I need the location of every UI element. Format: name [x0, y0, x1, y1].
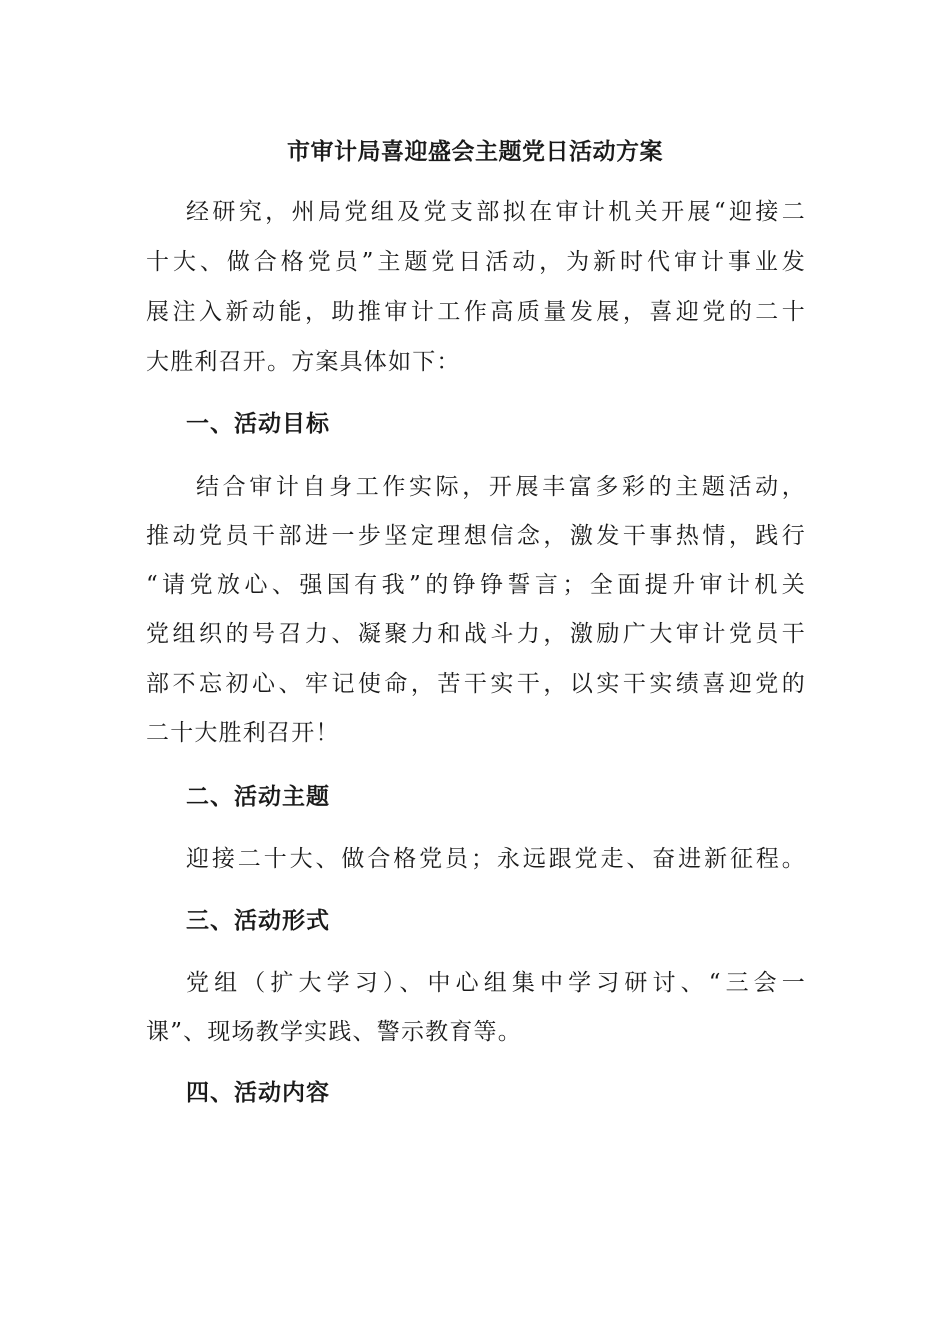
document-title: 市审计局喜迎盛会主题党日活动方案	[287, 139, 663, 165]
section-heading: 四、活动内容	[186, 1080, 330, 1106]
section-line: 党组（扩大学习）、中心组集中学习研讨、“三会一	[186, 970, 810, 996]
intro-line: 展注入新动能，助推审计工作高质量发展，喜迎党的二十	[146, 299, 809, 325]
section-heading: 一、活动目标	[186, 411, 330, 437]
section-line: 结合审计自身工作实际，开展丰富多彩的主题活动，	[196, 474, 809, 500]
section-line: 部不忘初心、牢记使命，苦干实干，以实干实绩喜迎党的	[146, 671, 809, 697]
section-heading: 二、活动主题	[186, 784, 330, 810]
intro-line: 大胜利召开。方案具体如下：	[146, 349, 461, 375]
section-line: 迎接二十大、做合格党员；永远跟党走、奋进新征程。	[186, 846, 808, 872]
intro-line: 十大、做合格党员”主题党日活动，为新时代审计事业发	[146, 249, 809, 275]
section-line: 推动党员干部进一步坚定理想信念，激发干事热情，践行	[146, 523, 809, 549]
section-heading: 三、活动形式	[186, 908, 330, 934]
section-line: “请党放心、强国有我”的铮铮誓言；全面提升审计机关	[146, 572, 810, 598]
section-line: 党组织的号召力、凝聚力和战斗力，激励广大审计党员干	[146, 621, 809, 647]
section-line: 二十大胜利召开！	[146, 720, 340, 746]
intro-line: 经研究，州局党组及党支部拟在审计机关开展“迎接二	[186, 199, 809, 225]
section-line: 课”、现场教学实践、警示教育等。	[146, 1019, 522, 1045]
